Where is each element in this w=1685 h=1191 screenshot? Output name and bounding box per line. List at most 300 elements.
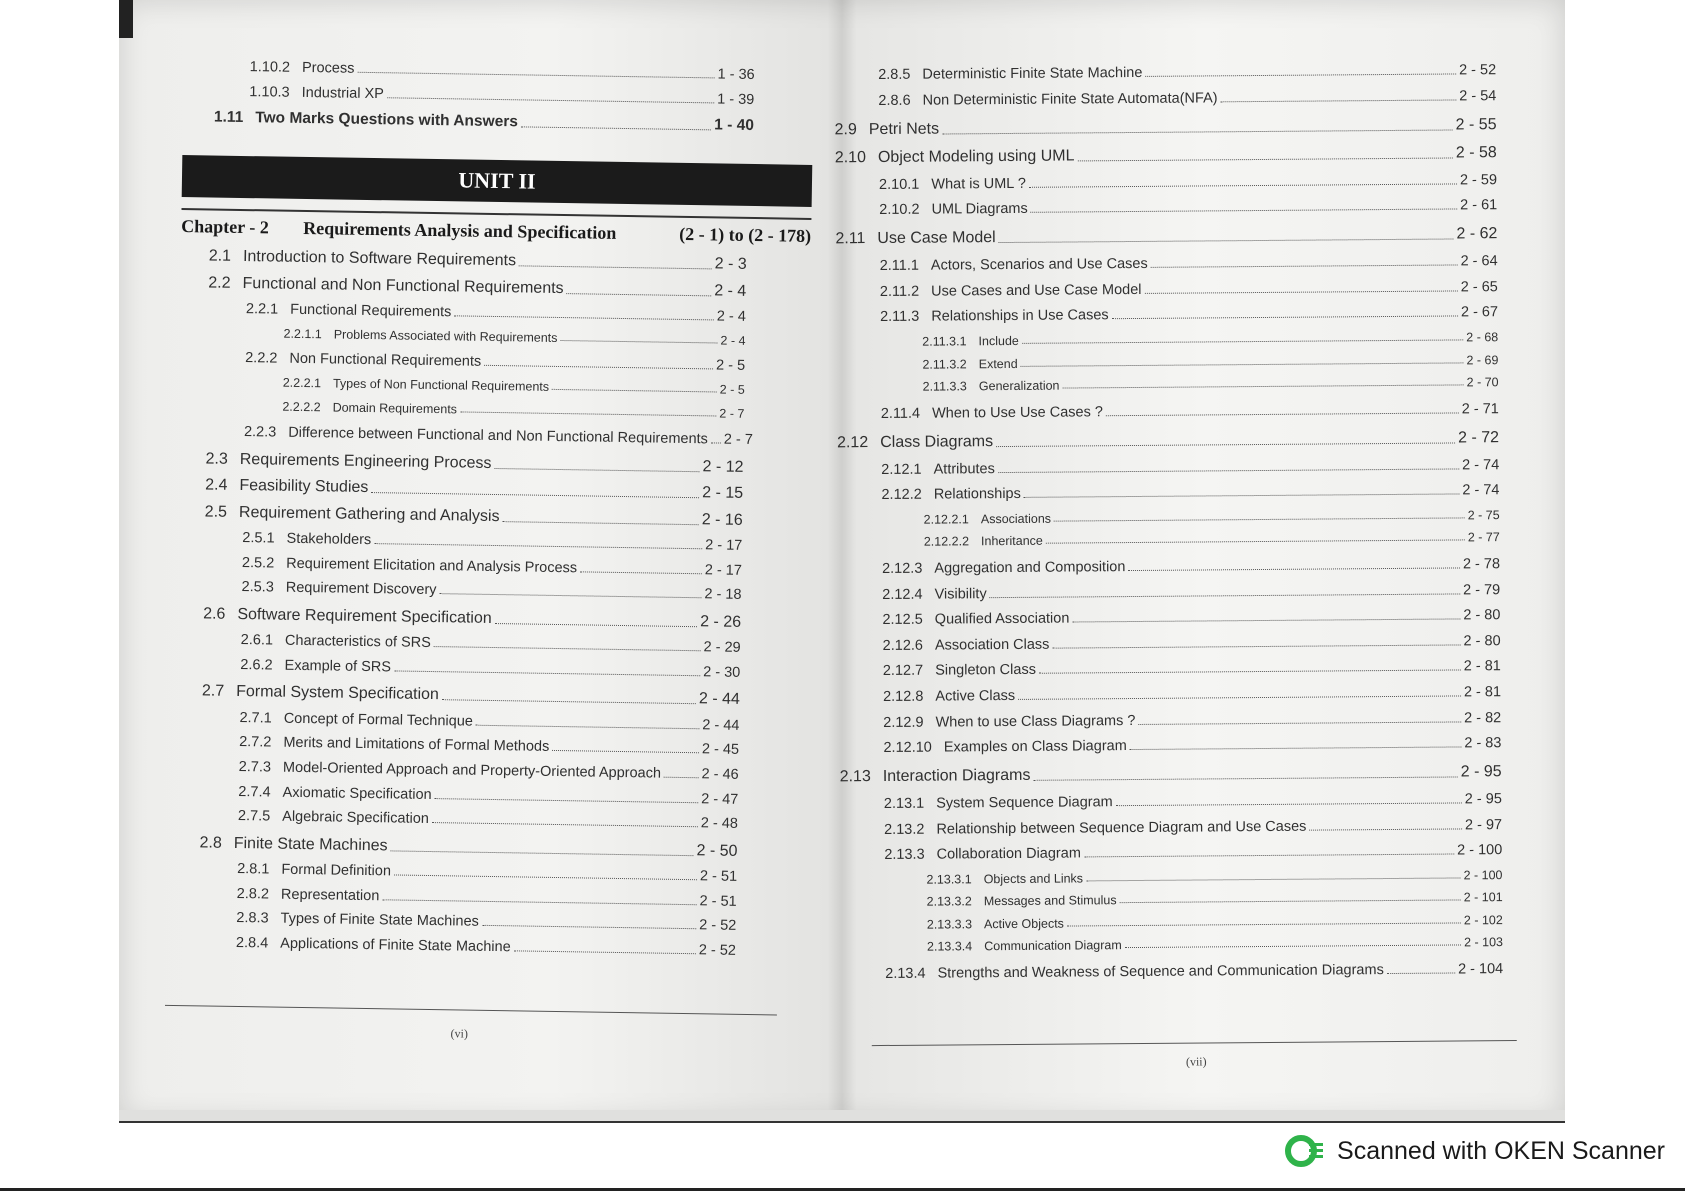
toc-entry-title: Finite State Machines	[233, 834, 388, 855]
toc-entry	[249, 84, 754, 108]
toc-entry	[880, 253, 1498, 274]
toc-entry-page: 2 - 52	[699, 917, 737, 935]
toc-entry	[878, 88, 1496, 109]
toc-entry-page: 2 - 52	[1458, 62, 1497, 79]
toc-entry	[927, 913, 1503, 932]
toc-entry-number: 2.5.3	[241, 579, 274, 596]
toc-entry-title: Concept of Formal Technique	[283, 710, 474, 730]
footer-rule	[872, 1040, 1517, 1046]
toc-entry-page: 2 - 48	[700, 815, 739, 833]
toc-entry	[879, 172, 1497, 193]
toc-entry-title: When to use Class Diagrams ?	[935, 712, 1136, 731]
dot-leader	[371, 492, 699, 498]
toc-entry	[926, 868, 1502, 887]
toc-entry-number: 2.7.3	[238, 759, 272, 776]
toc-entry-title: Difference between Functional and Non Functional Requirements	[288, 424, 708, 448]
toc-entry-number: 2.12.3	[881, 560, 923, 577]
toc-entry-number: 2.13.1	[883, 795, 925, 813]
dot-leader	[998, 468, 1459, 473]
toc-entry-title: Problems Associated with Requirements	[333, 327, 558, 345]
toc-entry-title: Deterministic Finite State Machine	[922, 64, 1143, 83]
toc-entry-number: 2.11.1	[879, 257, 919, 275]
dot-leader	[942, 129, 1453, 134]
toc-entry	[835, 116, 1497, 139]
toc-entry-page: 2 - 52	[698, 942, 737, 959]
toc-entry-title: Axiomatic Specification	[282, 784, 432, 803]
toc-entry-title: Example of SRS	[284, 657, 392, 676]
dot-leader	[1024, 494, 1460, 498]
toc-entry-page: 2 - 104	[1457, 961, 1504, 978]
dot-leader	[382, 899, 696, 905]
dot-leader	[1029, 183, 1457, 187]
toc-entry-number: 2.12.6	[882, 637, 924, 654]
dot-leader	[495, 623, 697, 627]
toc-entry-page: 2 - 65	[1460, 278, 1498, 296]
toc-entry-title: Inheritance	[980, 534, 1043, 549]
toc-entry-page: 2 - 46	[701, 766, 739, 783]
toc-entry-page: 2 - 29	[703, 639, 741, 657]
dot-leader	[439, 593, 701, 598]
toc-entry-title: Messages and Stimulus	[983, 893, 1117, 909]
toc-entry-number: 2.11.3.3	[922, 379, 967, 394]
toc-entry-title: Industrial XP	[301, 84, 385, 103]
toc-entry	[240, 657, 740, 681]
dot-leader	[1125, 945, 1461, 949]
toc-entry	[883, 735, 1501, 756]
dot-leader	[394, 875, 697, 881]
toc-entry-title: Feasibility Studies	[239, 476, 369, 497]
dot-leader	[521, 126, 711, 130]
toc-entry	[236, 935, 736, 959]
toc-entry-page: 2 - 7	[719, 406, 745, 422]
toc-entry-title: Representation	[280, 886, 380, 905]
toc-entry-title: Collaboration Diagram	[936, 845, 1081, 863]
book-bottom-edge	[119, 1110, 1565, 1123]
toc-entry-number: 2.7	[201, 682, 225, 701]
dot-leader	[482, 925, 696, 929]
toc-entry	[238, 784, 738, 808]
dot-leader	[484, 365, 713, 370]
toc-entry-title: Types of Finite State Machines	[280, 911, 479, 931]
toc-entry-number: 2.7.5	[237, 808, 271, 825]
dot-leader	[999, 239, 1454, 244]
toc-entry-number: 2.12.2.2	[923, 534, 970, 549]
toc-entry	[924, 508, 1500, 527]
toc-entry-page: 2 - 68	[1466, 330, 1499, 345]
toc-entry	[239, 710, 739, 734]
toc-entry-title: Relationships	[933, 486, 1021, 503]
toc-entry-title: Types of Non Functional Requirements	[332, 376, 550, 394]
toc-entry	[236, 910, 736, 934]
toc-entry	[283, 326, 745, 347]
toc-entry-title: Requirement Elicitation and Analysis Process	[286, 555, 578, 576]
unit-banner: UNIT II	[182, 155, 813, 207]
toc-entry-page: 2 - 15	[702, 484, 744, 502]
dot-leader	[560, 340, 717, 343]
toc-entry-title: Relationship between Sequence Diagram and Use Cases	[936, 818, 1307, 838]
toc-entry	[884, 791, 1502, 812]
toc-entry-number: 2.4	[205, 476, 228, 494]
footer-rule	[165, 1005, 777, 1016]
toc-entry-page: 2 - 7	[723, 431, 754, 449]
toc-entry	[242, 530, 742, 554]
toc-entry-page: 2 - 51	[699, 868, 738, 886]
chapter-heading	[181, 208, 811, 252]
toc-entry-number: 2.2.2.2	[282, 400, 321, 415]
toc-entry-number: 2.8.6	[878, 92, 911, 109]
dot-leader	[1112, 316, 1458, 320]
toc-entry-number: 2.8.2	[236, 885, 270, 903]
toc-entry-number: 2.13.4	[885, 965, 926, 982]
toc-entry-number: 2.8.1	[237, 861, 270, 878]
toc-entry-title: Communication Diagram	[984, 938, 1122, 954]
dot-leader	[442, 699, 696, 704]
toc-entry	[209, 247, 747, 273]
toc-entry-title: Attributes	[933, 460, 995, 478]
toc-entry-title: Formal Definition	[281, 861, 392, 880]
toc-entry-title: Functional Requirements	[290, 301, 452, 321]
toc-entry-title: Software Requirement Specification	[237, 605, 492, 627]
toc-entry-page: 1 - 40	[714, 116, 755, 135]
toc-entry	[245, 350, 745, 374]
toc-entry	[239, 759, 739, 783]
dot-leader	[1084, 854, 1454, 858]
toc-entry	[884, 817, 1502, 838]
toc-entry	[885, 961, 1503, 982]
dot-leader	[1120, 900, 1461, 904]
toc-entry-page: 2 - 74	[1462, 456, 1500, 474]
toc-entry-page: 2 - 80	[1463, 632, 1501, 650]
toc-entry-page: 2 - 16	[701, 510, 743, 529]
toc-entry-page: 1 - 36	[717, 66, 755, 84]
dot-leader	[435, 798, 699, 803]
dot-leader	[1021, 362, 1464, 366]
toc-entry	[205, 476, 743, 502]
toc-entry-title: When to Use Use Cases ?	[932, 403, 1103, 422]
toc-entry-number: 2.9	[834, 120, 857, 138]
toc-entry-title: Introduction to Software Requirements	[242, 248, 517, 270]
dot-leader	[391, 850, 694, 856]
dot-leader	[460, 412, 716, 417]
toc-entry	[840, 763, 1502, 786]
toc-entry-number: 2.5.2	[241, 554, 275, 572]
toc-entry	[883, 633, 1501, 654]
toc-entry	[880, 279, 1498, 300]
toc-entry-page: 2 - 62	[1456, 225, 1498, 243]
dot-leader	[1309, 828, 1462, 830]
scanner-watermark	[1285, 1133, 1665, 1169]
dot-leader	[394, 670, 700, 676]
dot-leader	[711, 442, 721, 443]
toc-entry-title: Class Diagrams	[880, 432, 994, 451]
toc-entry	[924, 530, 1500, 549]
toc-entry-number: 2.12.10	[883, 739, 932, 757]
toc-entry-number: 2.13.3.2	[926, 894, 972, 910]
toc-entry	[241, 632, 741, 656]
toc-entry-page: 2 - 58	[1455, 143, 1497, 162]
toc-entry	[243, 424, 754, 449]
toc-entry	[927, 936, 1503, 955]
toc-entry-page: 1 - 39	[717, 91, 755, 109]
toc-entry-number: 2.2	[208, 273, 231, 292]
toc-entry-number: 2.13.3.1	[926, 872, 972, 887]
toc-entry-title: Applications of Finite State Machine	[280, 935, 511, 956]
toc-entry-title: Two Marks Questions with Answers	[255, 109, 519, 131]
toc-entry-number: 1.10.3	[249, 84, 290, 101]
toc-entry	[882, 607, 1500, 628]
toc-entry-page: 2 - 26	[700, 612, 742, 631]
toc-entry-title: UML Diagrams	[931, 201, 1028, 218]
toc-entry-page: 2 - 67	[1460, 304, 1499, 321]
dot-leader	[1062, 384, 1463, 388]
toc-entry-title: Singleton Class	[935, 662, 1036, 679]
dot-leader	[1072, 619, 1460, 623]
toc-entry	[282, 400, 744, 421]
dot-leader	[1145, 73, 1456, 76]
toc-entry-number: 2.1	[208, 247, 232, 265]
toc-entry-page: 2 - 95	[1464, 791, 1502, 808]
dot-leader	[1033, 777, 1457, 781]
toc-entry-number: 2.8.4	[235, 934, 269, 952]
toc-entry-title: Aggregation and Composition	[934, 558, 1126, 577]
toc-entry	[241, 579, 741, 603]
toc-entry-number: 2.10	[834, 148, 867, 166]
toc-entry-number: 2.11.3.1	[922, 334, 967, 349]
toc-entry	[879, 197, 1497, 218]
toc-entry-number: 2.2.3	[243, 424, 277, 441]
toc-entry-number: 2.3	[205, 449, 228, 468]
toc-entry-title: Association Class	[934, 636, 1050, 654]
toc-entry-page: 2 - 97	[1464, 816, 1503, 834]
toc-entry-page: 2 - 95	[1460, 763, 1502, 781]
toc-entry-number: 2.11.3.2	[922, 356, 967, 372]
toc-entry-title: Extend	[978, 356, 1018, 371]
toc-entry-title: Stakeholders	[286, 530, 372, 549]
toc-entry-page: 2 - 50	[696, 841, 738, 860]
dot-leader	[476, 725, 699, 730]
dot-leader	[434, 646, 701, 651]
toc-entry-number: 2.2.2.1	[282, 375, 322, 391]
dot-leader	[1054, 517, 1465, 521]
toc-entry-title: System Sequence Diagram	[936, 794, 1113, 812]
toc-entry-page: 2 - 59	[1459, 171, 1498, 189]
toc-entry	[881, 457, 1499, 478]
oken-scanner-logo-icon	[1285, 1133, 1325, 1169]
toc-entry-number: 2.6.2	[240, 656, 273, 674]
toc-entry-page: 2 - 101	[1463, 890, 1503, 905]
toc-entry-title: Active Objects	[983, 916, 1064, 932]
toc-entry-page: 2 - 100	[1457, 842, 1503, 859]
toc-entry-number: 2.13.3.4	[926, 939, 973, 955]
toc-right-page	[834, 50, 1516, 1069]
toc-entry-page: 2 - 17	[704, 561, 743, 579]
toc-entry-title: Include	[978, 333, 1019, 349]
toc-entry-page: 2 - 30	[703, 664, 741, 681]
toc-entry	[923, 375, 1499, 394]
toc-entry	[927, 891, 1503, 910]
chapter-page-range: (2 - 1) to (2 - 178)	[679, 223, 812, 246]
toc-entry-page: 2 - 81	[1463, 658, 1501, 675]
toc-entry-title: Relationships in Use Cases	[931, 307, 1109, 325]
toc-entry-number: 2.12.5	[882, 611, 923, 629]
toc-entry-number: 2.5	[204, 502, 228, 521]
toc-entry-number: 2.12.1	[881, 461, 922, 478]
toc-entry-title: Visibility	[934, 585, 987, 603]
toc-entry-page: 2 - 61	[1460, 197, 1498, 214]
dot-leader	[387, 97, 714, 103]
dot-leader	[519, 265, 712, 269]
toc-entry	[922, 353, 1498, 372]
toc-entry	[883, 684, 1501, 705]
dot-leader	[1086, 877, 1461, 881]
toc-entry-title: Non Deterministic Finite State Automata(NFA)	[922, 89, 1218, 109]
toc-entry-title: Examples on Class Diagram	[943, 738, 1127, 756]
toc-entry	[881, 401, 1499, 422]
toc-entry	[237, 886, 737, 910]
toc-left-page	[164, 50, 820, 1060]
toc-entry-number: 2.13.2	[884, 821, 925, 838]
toc-entry-page: 2 - 64	[1460, 253, 1498, 270]
toc-entry-page: 2 - 4	[714, 281, 747, 300]
toc-entry-title: Objects and Links	[983, 871, 1084, 887]
toc-entry-page: 2 - 100	[1463, 868, 1503, 883]
toc-entry	[214, 109, 754, 135]
toc-entry-page: 2 - 55	[1455, 115, 1497, 134]
toc-entry	[884, 842, 1502, 863]
toc-entry-page: 2 - 72	[1458, 428, 1500, 447]
dot-leader	[514, 950, 696, 954]
toc-entry	[883, 658, 1501, 679]
dot-leader	[454, 315, 714, 320]
toc-entry	[242, 555, 742, 579]
toc-entry-number: 2.11	[835, 230, 866, 248]
toc-entry-page: 2 - 17	[705, 537, 743, 554]
toc-entry-number: 2.11.2	[879, 283, 920, 300]
toc-entry-title: Qualified Association	[934, 610, 1070, 628]
dot-leader	[1046, 540, 1465, 544]
toc-entry-page: 2 - 83	[1464, 735, 1502, 752]
dot-leader	[374, 543, 702, 549]
dot-leader	[1018, 695, 1461, 699]
dot-leader	[1106, 412, 1459, 416]
toc-entry-number: 2.8.5	[878, 66, 911, 83]
toc-entry-page: 2 - 5	[719, 382, 745, 397]
toc-entry-number: 2.12.7	[882, 662, 924, 680]
toc-entry-title: Generalization	[978, 378, 1060, 394]
toc-entry-title: Characteristics of SRS	[284, 632, 431, 652]
toc-entry-page: 2 - 51	[699, 893, 737, 910]
toc-entry	[882, 556, 1500, 577]
toc-entry-title: Strengths and Weakness of Sequence and Communication Diagrams	[937, 962, 1384, 982]
toc-entry-title: Associations	[980, 511, 1052, 527]
toc-entry-page: 2 - 45	[701, 741, 740, 759]
toc-entry-page: 2 - 74	[1462, 482, 1500, 499]
dot-leader	[1144, 290, 1457, 293]
chapter-label: Chapter - 2	[181, 215, 270, 237]
toc-entry-number: 1.11	[213, 108, 244, 127]
toc-entry-number: 2.6.1	[240, 632, 274, 649]
toc-entry-number: 2.11.3	[879, 309, 920, 326]
toc-entry-number: 2.12.9	[883, 714, 924, 731]
toc-entry-title: Actors, Scenarios and Use Cases	[930, 256, 1148, 274]
toc-entry-number: 2.11.4	[880, 405, 921, 422]
toc-entry	[881, 482, 1499, 503]
toc-entry-page: 2 - 12	[702, 457, 744, 476]
dot-leader	[1138, 721, 1461, 725]
dot-leader	[552, 389, 717, 393]
dot-leader	[1116, 803, 1462, 807]
toc-entry-number: 2.10.2	[879, 201, 920, 219]
toc-entry	[202, 683, 740, 709]
toc-entry-title: Functional and Non Functional Requirements	[242, 274, 564, 297]
toc-entry-title: Interaction Diagrams	[882, 766, 1031, 786]
toc-entry-number: 2.10.1	[878, 176, 920, 193]
toc-entry	[880, 305, 1498, 326]
toc-entry-title: Non Functional Requirements	[289, 350, 482, 370]
toc-entry-number: 2.7.1	[239, 709, 272, 727]
toc-entry	[237, 861, 737, 885]
toc-entry-number: 2.12.8	[882, 688, 924, 705]
dot-leader	[1052, 644, 1460, 648]
toc-entry-page: 2 - 79	[1463, 581, 1501, 598]
dot-leader	[1130, 747, 1462, 751]
toc-entry	[837, 429, 1499, 452]
dot-leader	[1221, 99, 1457, 102]
dot-leader	[1128, 567, 1460, 571]
dot-leader	[996, 442, 1455, 447]
toc-entry	[882, 582, 1500, 603]
toc-entry-title: Object Modeling using UML	[877, 147, 1075, 166]
toc-entry-page: 2 - 4	[720, 333, 746, 348]
toc-entry-page: 2 - 54	[1459, 87, 1497, 105]
page-folio: (vi)	[450, 1026, 469, 1041]
toc-entry-page: 2 - 70	[1466, 375, 1499, 390]
dot-leader	[1031, 209, 1457, 213]
toc-entry-number: 2.7.2	[239, 734, 272, 751]
toc-entry-title: Algebraic Specification	[282, 808, 430, 828]
dot-leader	[357, 72, 714, 79]
toc-entry-number: 2.5.1	[242, 530, 275, 547]
toc-entry-title: Formal System Specification	[236, 683, 440, 704]
toc-entry	[208, 274, 746, 300]
page-folio: (vii)	[1185, 1054, 1207, 1069]
chapter-title: Requirements Analysis and Specification	[303, 217, 617, 243]
toc-entry-title: Petri Nets	[868, 120, 940, 138]
toc-entry-page: 2 - 75	[1467, 507, 1500, 523]
toc-entry	[238, 808, 738, 832]
toc-entry-page: 2 - 3	[714, 255, 747, 273]
toc-entry-number: 2.12.2.1	[923, 512, 969, 527]
toc-entry-page: 2 - 71	[1461, 400, 1499, 418]
toc-entry-number: 2.6	[203, 605, 226, 623]
toc-entry-number: 2.12	[836, 433, 869, 451]
toc-entry	[205, 450, 743, 476]
toc-entry-title: Use Case Model	[877, 229, 996, 248]
toc-entry-number: 2.2.2	[245, 350, 278, 367]
toc-entry-title: Active Class	[935, 687, 1016, 705]
dot-leader	[567, 293, 712, 296]
toc-entry-page: 2 - 81	[1463, 684, 1502, 701]
toc-entry-title: Requirements Engineering Process	[239, 450, 492, 472]
dot-leader	[1022, 339, 1463, 343]
dot-leader	[1151, 265, 1458, 268]
dot-leader	[1067, 922, 1461, 926]
toc-entry-number: 2.13.3.3	[926, 917, 973, 932]
dot-leader	[1039, 670, 1461, 674]
toc-entry-page: 2 - 69	[1466, 352, 1499, 367]
dot-leader	[1387, 972, 1455, 974]
toc-entry-number: 2.13	[839, 768, 871, 786]
